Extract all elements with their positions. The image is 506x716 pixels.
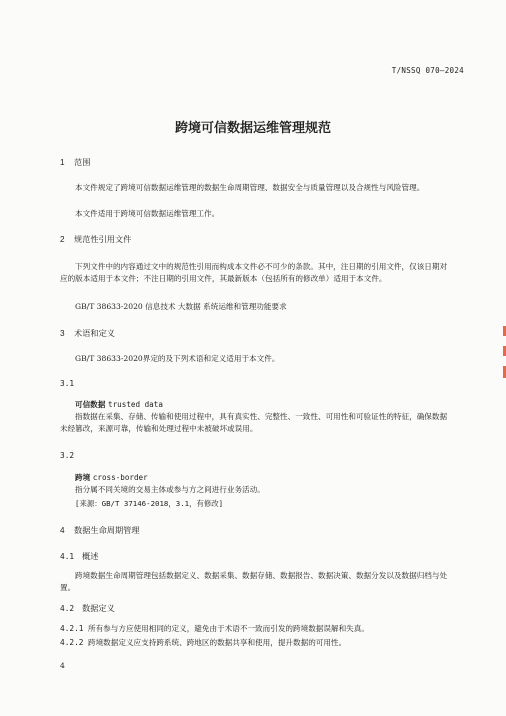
- section-title: 规范性引用文件: [74, 235, 132, 244]
- term-zh: 可信数据: [75, 400, 106, 409]
- section-number: 2: [60, 235, 65, 244]
- section-3-heading: [60, 328, 115, 339]
- section-1-paragraph-2: 本文件适用于跨境可信数据运维管理工作。: [75, 209, 220, 218]
- clause-4-2-1: [60, 623, 369, 635]
- section-4-heading: [60, 525, 140, 536]
- document-title: 跨境可信数据运维管理规范: [174, 121, 331, 136]
- subsection-4-1-heading: [60, 551, 98, 562]
- subsection-number: 4.1: [60, 552, 75, 561]
- term-3-1-definition: 指数据在采集、存储、传输和使用过程中，具有真实性、完整性、一致性、可用性和可验证性的特征，确保数据未经篡改，来源可靠，传输和处理过程中未被破坏或误用。: [60, 412, 448, 433]
- subsection-4-2-heading: [60, 603, 115, 614]
- clause-text: 所有参与方应使用相同的定义，避免由于术语不一致而引发的跨境数据误解和失真。: [88, 624, 369, 633]
- term-3-2-number: 3.2: [60, 451, 75, 460]
- page-number: 4: [60, 661, 65, 670]
- section-number: 1: [60, 158, 65, 167]
- term-3-2-title: [75, 472, 148, 483]
- section-3-paragraph: GB/T 38633-2020界定的及下列术语和定义适用于本文件。: [75, 354, 280, 363]
- term-3-1-number: 3.1: [60, 379, 75, 388]
- subsection-4-1-paragraph: 跨境数据生命周期管理包括数据定义、数据采集、数据存储、数据报告、数据决策、数据分发以及数据归档与处置。: [60, 571, 448, 592]
- term-zh: 跨境: [75, 473, 91, 482]
- section-2-paragraph-1: 下列文件中的内容通过文中的规范性引用而构成本文件必不可少的条款。其中，注日期的引用文件，仅该日期对应的版本适用于本文件；不注日期的引用文件，其最新版本（包括所有的修改单）适用于本文件。: [60, 262, 448, 283]
- document-number: T/NSSQ 070—2024: [391, 66, 464, 75]
- section-title: 术语和定义: [74, 329, 115, 338]
- term-en: trusted data: [108, 400, 163, 409]
- clause-4-2-2: [60, 637, 346, 649]
- subsection-title: 概述: [82, 552, 99, 561]
- term-en: cross-border: [92, 473, 148, 482]
- subsection-title: 数据定义: [82, 604, 115, 613]
- normative-reference-item: GB/T 38633-2020 信息技术 大数据 系统运维和管理功能要求: [75, 302, 287, 311]
- section-title: 范围: [74, 158, 91, 167]
- clause-text: 跨境数据定义应支持跨系统、跨地区的数据共享和使用，提升数据的可用性。: [88, 638, 347, 647]
- term-3-2-definition: 指分属不同关境的交易主体或参与方之间进行业务活动。: [75, 485, 265, 494]
- section-1-heading: [60, 157, 90, 168]
- section-title: 数据生命周期管理: [74, 526, 140, 535]
- clause-number: 4.2.1: [60, 624, 84, 633]
- section-number: 4: [60, 526, 65, 535]
- term-3-2-source: [来源：GB/T 37146-2018，3.1，有修改]: [75, 499, 224, 508]
- section-number: 3: [60, 329, 65, 338]
- clause-number: 4.2.2: [60, 638, 84, 647]
- subsection-number: 4.2: [60, 604, 75, 613]
- section-1-paragraph-1: 本文件规定了跨境可信数据运维管理的数据生命周期管理、数据安全与质量管理以及合规性与风险管理。: [75, 183, 425, 192]
- section-2-heading: [60, 234, 131, 245]
- term-3-1-title: [75, 399, 163, 410]
